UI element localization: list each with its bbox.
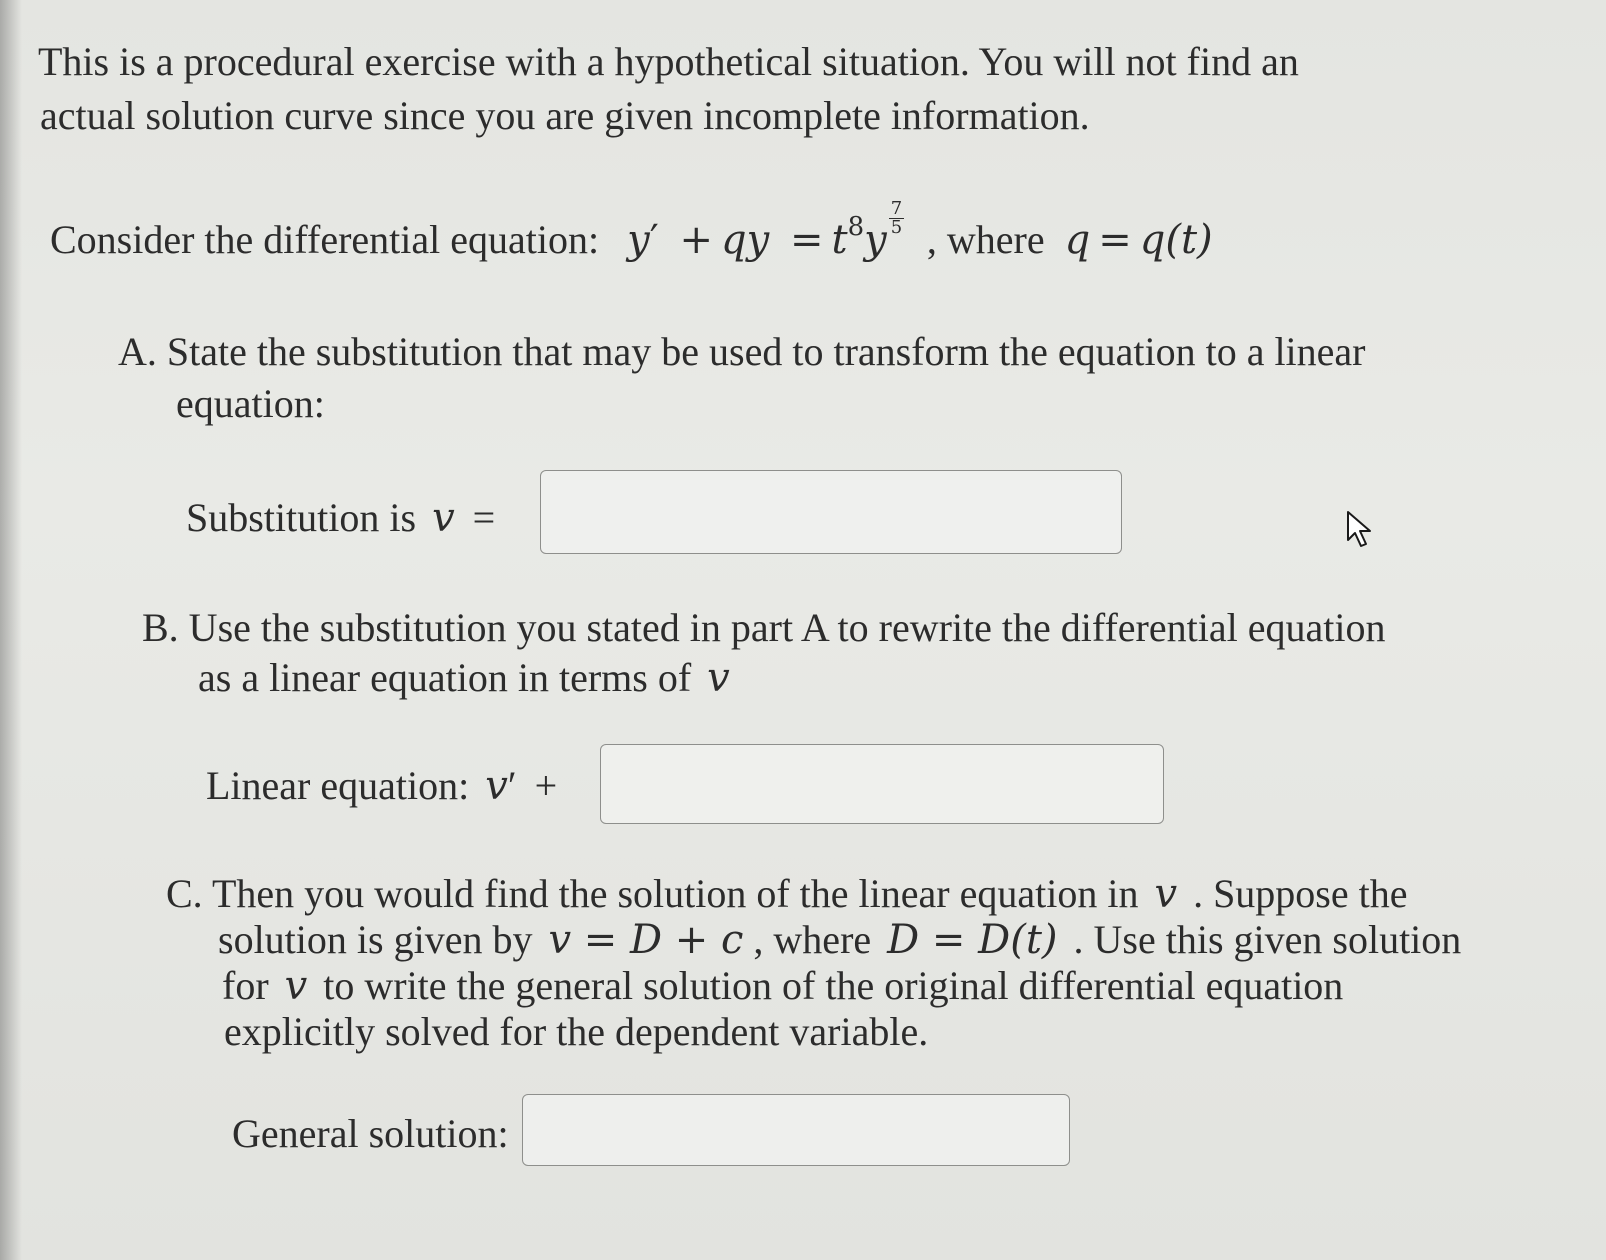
- eq-q2: q: [1064, 217, 1091, 263]
- partC-line-1-var: v: [1154, 871, 1178, 917]
- intro-line-2: actual solution curve since you are given incomplete information.: [40, 93, 1090, 138]
- partC-line-2: [218, 914, 1461, 966]
- eq-equals2: =: [1098, 217, 1132, 263]
- equation-where: , where: [926, 217, 1045, 262]
- partC-line-2-eq: v = D + c: [548, 917, 744, 963]
- partC-line-2-text: solution is given by: [218, 917, 533, 962]
- mouse-pointer-icon: [1344, 510, 1384, 550]
- eq-prime: ′: [649, 217, 659, 263]
- partA-line-2: equation:: [176, 381, 325, 426]
- partB-line-2-text: as a linear equation in terms of: [198, 655, 692, 700]
- eq-fraction-exponent: [889, 200, 904, 237]
- partC-line-3-var: v: [284, 963, 308, 1009]
- frac-denominator: 5: [890, 217, 903, 238]
- eq-t-exponent: 8: [847, 212, 865, 242]
- partB-line-2-var: v: [707, 655, 730, 701]
- screen-edge-shadow: [0, 0, 22, 1260]
- partC-line-3-text: to write the general solution of the original differential equation: [323, 963, 1344, 1008]
- eq-y2: y: [746, 217, 770, 263]
- eq-y: y: [627, 217, 650, 263]
- substitution-label: [186, 492, 503, 544]
- equation-math: [627, 198, 917, 263]
- partC-line-3: [222, 960, 1343, 1012]
- eq-q: q: [721, 217, 747, 263]
- substitution-label-text: Substitution is: [186, 495, 417, 540]
- equation-line: [50, 200, 1213, 266]
- eq-t: t: [831, 217, 848, 263]
- linear-equation-label-plus: +: [534, 763, 558, 808]
- partC-line-1: [166, 868, 1408, 920]
- intro-line-1: This is a procedural exercise with a hypothetical situation. You will not find an: [38, 39, 1299, 84]
- linear-equation-input[interactable]: [600, 744, 1164, 824]
- equation-q-def: [1065, 217, 1213, 263]
- linear-equation-label-var: v: [485, 763, 508, 809]
- partB-line-1: B. Use the substitution you stated in part A to rewrite the differential equation: [142, 605, 1386, 650]
- linear-equation-label-prime: ′: [507, 763, 517, 808]
- general-solution-input[interactable]: [522, 1094, 1070, 1166]
- linear-equation-label-text: Linear equation:: [206, 763, 470, 808]
- partC-line-1-end: . Suppose the: [1193, 871, 1408, 916]
- equation-prefix: Consider the differential equation:: [50, 217, 600, 262]
- linear-equation-label: [206, 760, 565, 812]
- substitution-input[interactable]: [540, 470, 1122, 554]
- partA-line-1: A. State the substitution that may be used to transform the equation to a linear: [118, 329, 1366, 374]
- substitution-label-var: v: [432, 495, 455, 541]
- partC-line-4: explicitly solved for the dependent variable.: [224, 1009, 929, 1054]
- partB-line-2: [198, 652, 730, 704]
- eq-qt: q(t): [1139, 217, 1213, 263]
- frac-numerator: 7: [890, 198, 903, 219]
- eq-plus: +: [679, 217, 714, 263]
- general-solution-label: General solution:: [232, 1111, 509, 1156]
- partC-line-2-end: . Use this given solution: [1073, 917, 1462, 962]
- eq-equals: =: [789, 217, 824, 263]
- partC-line-3-for: for: [222, 963, 269, 1008]
- partC-line-2-where: , where: [753, 917, 872, 962]
- partC-line-2-eq2: D = D(t): [887, 917, 1058, 963]
- eq-y3: y: [864, 217, 887, 263]
- partC-line-1-text: C. Then you would find the solution of the linear equation in: [166, 871, 1139, 916]
- substitution-label-equals: =: [472, 495, 496, 540]
